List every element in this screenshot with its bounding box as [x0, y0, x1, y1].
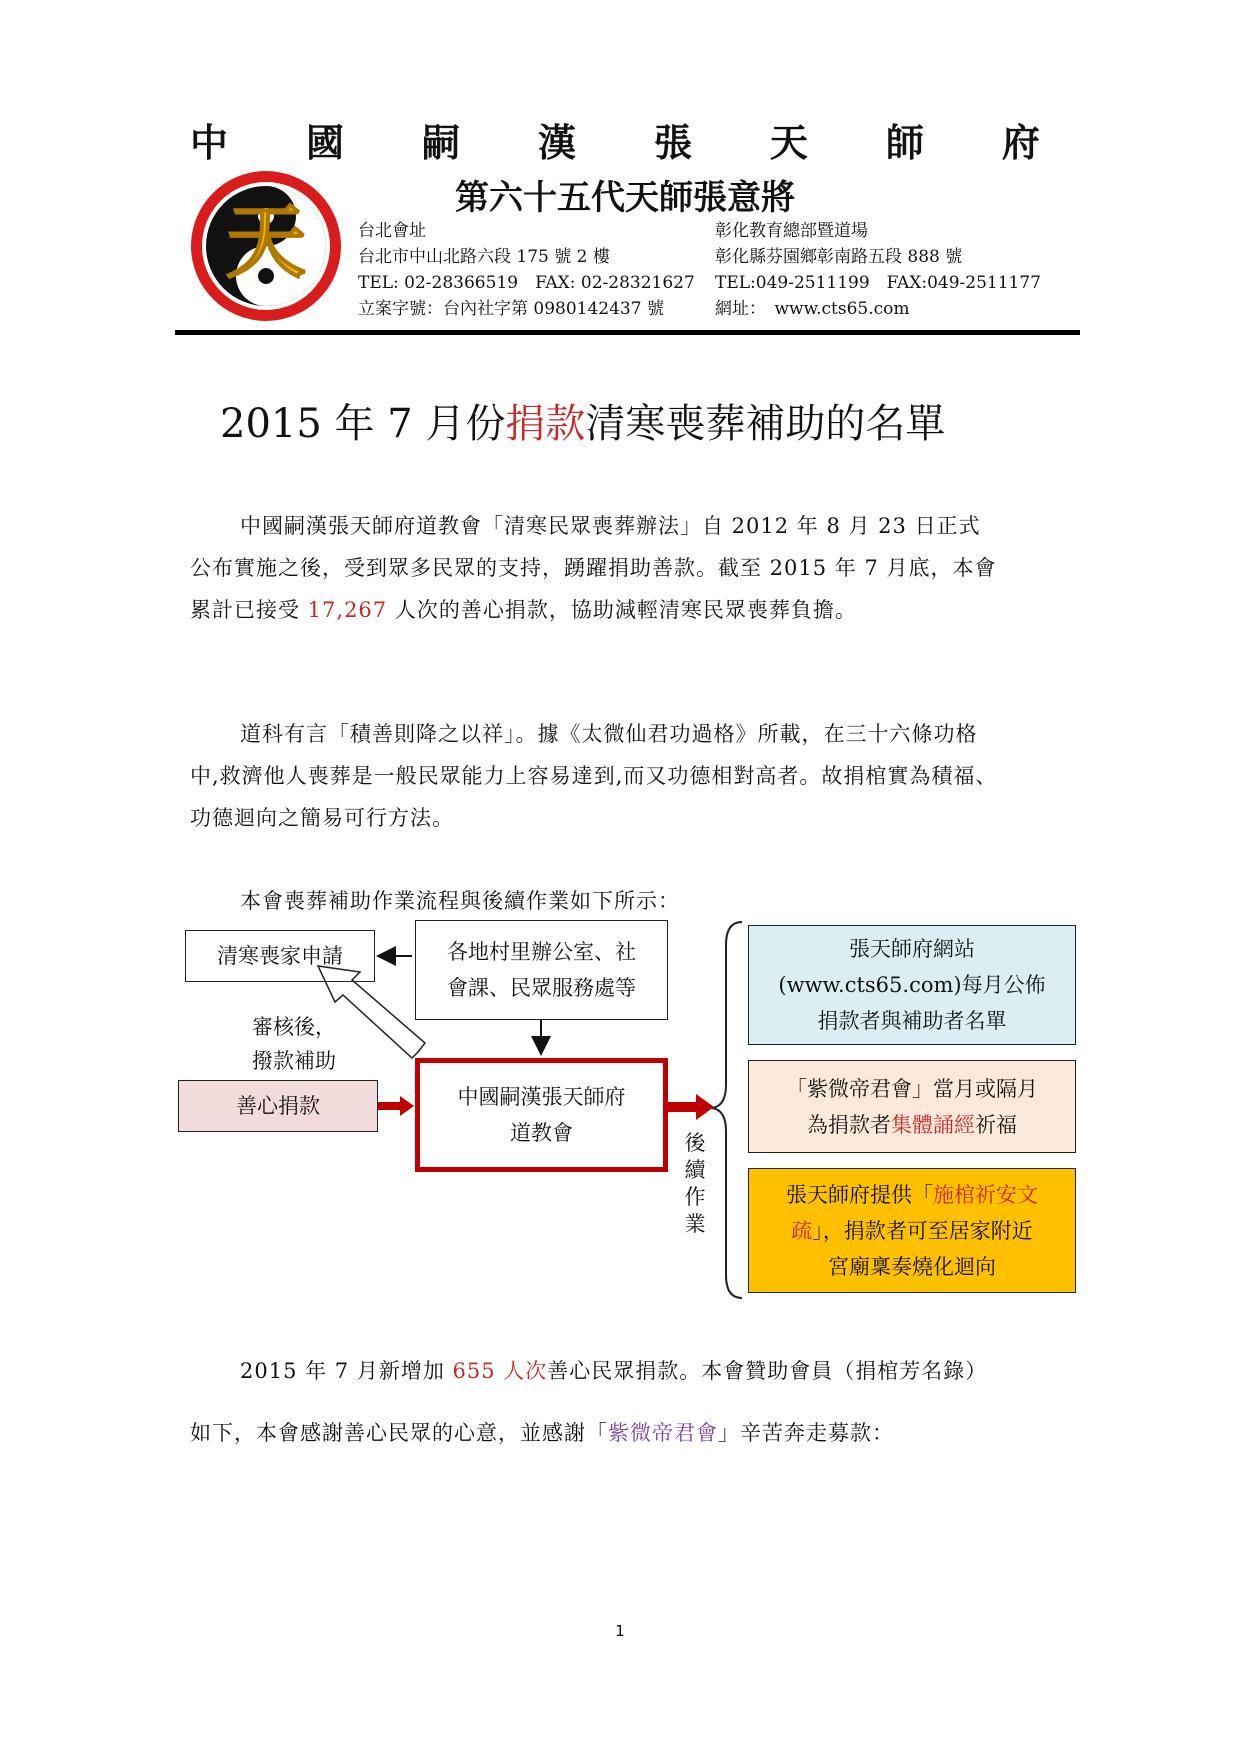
- changhua-label: 彰化教育總部暨道場: [715, 221, 868, 241]
- followup-brace: [712, 922, 742, 1298]
- org-char: 嗣: [421, 121, 460, 165]
- title-highlight: 捐款: [505, 401, 586, 447]
- org-char: 張: [653, 121, 692, 165]
- org-char: 中: [190, 121, 229, 165]
- org-char: 師: [885, 121, 924, 165]
- red-arrow-followup-head: [696, 1094, 714, 1120]
- changhua-tel-fax: TEL:049-2511199 FAX:049-2511177: [715, 273, 1041, 293]
- society-name: 紫微帝君會: [608, 1421, 718, 1445]
- merit-paragraph: 道科有言「積善則降之以祥」。據《太微仙君功過格》所載，在三十六條功格中,救濟他人喪葬是一般民眾能力上容易達到,而又功德相對高者。故捐棺實為積福、功德迴向之簡易可行方法。: [190, 722, 998, 830]
- taipei-address: 台北市中山北路六段 175 號 2 樓: [358, 247, 610, 267]
- org-char: 漢: [537, 121, 576, 165]
- donation-count: 17,267: [300, 598, 395, 622]
- master-name: 第六十五代天師張意將: [455, 178, 795, 218]
- monthly-paragraph: 2015 年 7 月新增加 655 人次善心民眾捐款。本會贊助會員（捐棺芳名錄）如下，本會感謝善心民眾的心意，並感謝「紫微帝君會」辛苦奔走募款：: [190, 1359, 988, 1445]
- review-label: 審核後， 撥款補助: [252, 1015, 336, 1073]
- temple-box: 張天師府提供「施棺祈安文 疏」，捐款者可至居家附近 宮廟稟奏燒化迴向: [748, 1168, 1076, 1293]
- flow-intro: 本會喪葬補助作業流程與後續作業如下所示：: [240, 889, 680, 913]
- website-box: 張天師府網站 (www.cts65.com)每月公佈 捐款者與補助者名單: [748, 925, 1076, 1045]
- red-arrow-followup-shaft: [668, 1102, 698, 1112]
- office-box: 各地村里辦公室、社 會課、民眾服務處等: [415, 920, 668, 1020]
- taipei-tel-fax: TEL: 02-28366519 FAX: 02-28321627: [358, 273, 695, 293]
- red-arrow-donate-head: [400, 1096, 414, 1116]
- prayer-box: 「紫微帝君會」當月或隔月 為捐款者集體誦經祈福: [748, 1060, 1076, 1153]
- monthly-count: 655 人次: [444, 1359, 548, 1383]
- taoist-association-box: 中國嗣漢張天師府 道教會: [415, 1058, 668, 1172]
- donate-box: 善心捐款: [178, 1080, 378, 1132]
- taipei-label: 台北會址: [358, 221, 426, 241]
- changhua-address: 彰化縣芬園鄉彰南路五段 888 號: [715, 247, 963, 267]
- apply-box: 清寒喪家申請: [185, 930, 375, 982]
- org-char: 天: [769, 121, 808, 165]
- registration-number: 立案字號：台內社字第 0980142437 號: [358, 299, 664, 319]
- website-link[interactable]: 網址： www.cts65.com: [715, 299, 910, 319]
- page-title: 2015 年 7 月份捐款清寒喪葬補助的名單: [220, 401, 946, 447]
- org-char: 府: [1001, 121, 1040, 165]
- followup-label: 後續作業: [684, 1131, 706, 1236]
- org-char: 國: [305, 121, 344, 165]
- page-number: 1: [615, 1622, 625, 1640]
- intro-paragraph: 中國嗣漢張天師府道教會「清寒民眾喪葬辦法」自 2012 年 8 月 23 日正式公布實施之後，受到眾多民眾的支持，踴躍捐助善款。截至 2015 年 7 月底，本會累計已接受 17,267 人次的善心捐款，協助減輕清寒民眾喪葬負擔。: [190, 514, 997, 622]
- svg-text:天: 天: [226, 195, 306, 289]
- red-arrow-donate-shaft: [378, 1102, 402, 1110]
